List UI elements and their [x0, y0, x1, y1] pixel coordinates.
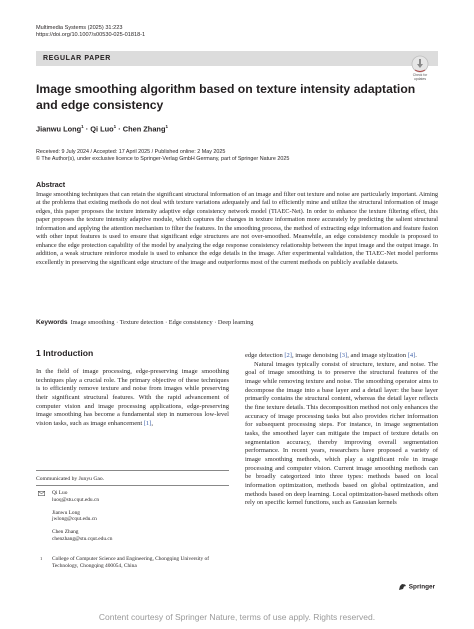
- publisher-logo: [398, 583, 435, 591]
- article-type-banner: [36, 51, 438, 66]
- courtesy-notice: Content courtesy of Springer Nature, terms of use apply. Rights reserved.: [98, 612, 376, 622]
- author-name[interactable]: Qi Luo: [90, 124, 114, 134]
- citation-link[interactable]: [2]: [284, 352, 292, 359]
- footnote-divider: [36, 485, 229, 486]
- contact-name: Jianwu Long: [52, 509, 80, 516]
- envelope-icon: [38, 491, 45, 496]
- author-separator: ·: [83, 124, 91, 134]
- intro-text: , image denoising: [291, 352, 340, 359]
- contact-email[interactable]: jwlong@cqut.edu.cn: [52, 516, 97, 523]
- intro-paragraph: Natural images typically consist of structure, texture, and noise. The goal of image smoothing is to preserve the structural features of the image while removing texture and noise. The smoothing operator aims to decompose the image into a base layer and a detail layer: the base layer primarily contains the structural content, whereas the detail layer reflects the fine texture details. This decomposition method not only enhances the accuracy of image processing tasks but also provides richer information for subsequent processing steps. For instance, in image segmentation tasks, the smoothed layer can mitigate the impact of texture details on segmentation accuracy, thereby improving overall segmentation performance. In recent years, researchers have proposed a variety of image smoothing methods, which play a significant role in image processing and computer vision. Current image smoothing methods can be broadly categorized into three types: methods based on local information optimization, methods based on global optimization, and methods based on deep learning. Local optimization-based methods often rely on specific kernel functions, such as Gaussian kernels: [245, 360, 438, 507]
- copyright-line: © The Author(s), under exclusive licence to Springer-Verlag GmbH Germany, part of Springer Nature 2025: [36, 156, 290, 162]
- doi-link[interactable]: https://doi.org/10.1007/s00530-025-01818-1: [36, 32, 146, 38]
- keywords-text: Image smoothing · Texture detection · Edge consistency · Deep learning: [70, 319, 254, 326]
- keywords-label: Keywords: [36, 319, 68, 326]
- publisher-name: Springer: [408, 583, 436, 591]
- publication-dates: [36, 149, 289, 163]
- intro-text: edge detection: [245, 352, 285, 359]
- author-name[interactable]: Jianwu Long: [36, 124, 82, 134]
- contact-name: Chen Zhang: [52, 529, 79, 536]
- article-type-label: REGULAR PAPER: [43, 54, 111, 62]
- contact-email[interactable]: chenzhang@stu.cqut.edu.cn: [52, 535, 113, 542]
- citation-link[interactable]: [4]: [407, 352, 416, 359]
- section-heading: 1 Introduction: [36, 348, 94, 358]
- author-list: [36, 124, 168, 133]
- contact-block: [52, 490, 113, 543]
- check-updates-label: Check for updates: [412, 73, 428, 81]
- journal-citation: Multimedia Systems (2025) 31:223: [36, 25, 123, 31]
- punctuation: .: [415, 352, 417, 359]
- dates-line: Received: 9 July 2024 / Accepted: 17 April 2025 / Published online: 2 May 2025: [36, 149, 226, 155]
- springer-horse-icon: [398, 583, 407, 591]
- intro-paragraph: In the field of image processing, edge-preserving image smoothing techniques play a crucial role. The primary objective of these techniques is to efficiently remove texture and noise from images while preserving their significant structural features. With the rapid advancement of computer vision and image processing applications, edge-preserving image smoothing has become a fundamental step in numerous low-level vision tasks, such as image enhancement: [36, 368, 229, 427]
- author-affiliation-mark: 1: [81, 124, 84, 129]
- intro-left-column: [36, 368, 229, 429]
- abstract-heading: Abstract: [36, 180, 66, 189]
- author-separator: ·: [116, 124, 123, 134]
- citation-link[interactable]: [3]: [339, 352, 348, 359]
- contact-name: Qi Luo: [52, 490, 68, 496]
- author-affiliation-mark: 1: [165, 124, 168, 129]
- affiliation-text: College of Computer Science and Engineering, Chongqing University of Technology, Chongqing 400054, China: [52, 556, 210, 569]
- abstract-text: Image smoothing techniques that can retain the significant structural information of an image and filter out texture and noise are particularly important. Aiming at the problems that existing methods do not deal with texture variations adequately and fail to efficiently mine and utilize the structural information of image edges, this paper proposes the texture intensity adaptive edge consistency network model (TIAEC-Net). In order to enhance the texture filtering effect, this paper proposes the texture intensity adaptive module, which captures the changes in texture information more accurately by predicting the salient structural information and applying the attention mechanism to filter the features. In the smoothing process, the method of extracting edge information and feature fusion with other input features is used to ensure that significant edge structures are not over-smoothed. Meanwhile, an edge consistency module is proposed to enhance the edge protection capability of the model by analyzing the edge response consistency relationship between the input image and the output image. In addition, a weak structure reinforce module is used to enhance the edge details in the image. After experimental validation, the TIAEC-Net model performs excellently in preserving the significant edge structure of the image and outperforms most of the current methods on publicly available datasets.: [36, 191, 438, 266]
- communicated-by: Communicated by Junyu Gao.: [36, 476, 105, 482]
- punctuation: ,: [151, 419, 153, 427]
- paper-title: Image smoothing algorithm based on texture intensity adaptation and edge consistency: [36, 82, 416, 112]
- intro-text: , and image stylization: [347, 352, 408, 359]
- author-name[interactable]: Chen Zhang: [122, 124, 166, 134]
- affiliation-number: 1: [40, 556, 43, 561]
- keywords-line: [36, 319, 438, 326]
- citation-link[interactable]: [1]: [143, 419, 152, 427]
- contact-email[interactable]: luoq@stu.cqut.edu.cn: [52, 496, 100, 503]
- author-affiliation-mark: 1: [113, 124, 117, 129]
- intro-right-column: [245, 352, 438, 508]
- footnote-divider: [36, 470, 229, 471]
